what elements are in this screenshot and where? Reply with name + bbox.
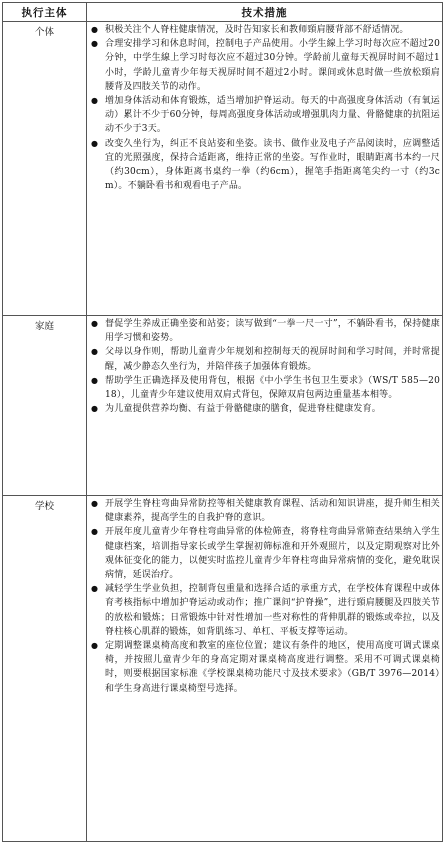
subject-cell: 个体 [3, 22, 87, 316]
list-item: ● 减轻学生学业负担，控制背包重量和选择合适的承重方式，在学校体育课程中或体育考核指标中增加护脊运动或动作；推广课间“护脊操”，进行頸肩腰腿及四肢关节的放松和锻炼；日常锻炼中针对性增加一些对称性的背伸肌群的锻炼或牵拉，以及脊柱核心肌群的锻炼，如背肌练习、单杠、平板支撑等运动。 [91, 584, 440, 637]
bullet-icon: ● [91, 375, 99, 385]
list-item: ● 开展年度儿童青少年脊柱弯曲异常的体检筛查，将脊柱弯曲异常筛查结果纳入学生健康档案，培训指导家长或学生掌握初筛标准和开外观照片，以及定期观察对比外观体征变化的能力，以便实时监控儿童青少年脊柱弯曲异常病情的变化，避免耽误病情，延误治疗。 [91, 527, 440, 581]
bullet-icon: ● [91, 25, 99, 34]
bullet-icon: ● [91, 96, 99, 106]
list-item: ● 定期调整课桌椅高度和教室的座位位置；建议有条件的地区，使用高度可调式课桌椅，并按照儿童青少年的身高定期对课桌椅高度进行调整。采用不可调式课桌椅时，则要根据国家标准《学校课桌椅功能尺寸及技术要求》（GB/T 3976—2014）和学生身高进行课桌椅型号选择。 [91, 641, 440, 694]
bullet-icon: ● [91, 347, 99, 357]
measures-table [2, 2, 443, 842]
bullet-icon: ● [91, 39, 99, 49]
list-item: ● 父母以身作则，帮助儿童青少年规划和控制每天的视屏时间和学习时间，并时常提醒，减少静态久坐行为，并陪伴孩子加强体育锻炼。 [91, 347, 440, 372]
list-item: ● 改变久坐行为，纠正不良站姿和坐姿。读书、做作业及电子产品阅读时，应调整适宜的光照强度，保持合适距离，维持正常的坐姿。写作业时，眼睛距离书本约一尺（约30cm），身体距离书桌约一拳（约6cm），握笔手指距离笔尖约一寸（约3cm）。不躺卧看书和观看电子产品。 [91, 138, 440, 192]
list-item: ● 积极关注个人脊柱健康情况，及时告知家长和教师頸肩腰背部不舒适情况。 [90, 23, 440, 37]
list-item: ● 帮助学生正确选择及使用背包，根据《中小学生书包卫生要求》（WS/T 585—2018），儿童青少年建议使用双肩式背包，保障双肩包两边重量基本相等。 [91, 375, 440, 401]
bullet-icon: ● [91, 641, 99, 651]
bullet-icon: ● [91, 138, 99, 148]
list-item: ● 开展学生脊柱弯曲异常防控等相关健康教育课程、活动和知识讲座，提升师生相关健康素养，提高学生的自我护脊的意识。 [91, 499, 440, 524]
bullet-icon: ● [91, 319, 99, 328]
list-item: ● 督促学生养成正确坐姿和站姿；读写做到“一拳一尺一寸”，不躺卧看书，保持健康用学习惯和姿势。 [91, 319, 440, 344]
list-item: ● 合理安排学习和休息时间，控制电子产品使用。小学生線上学习时每次应不超过20分钟，中学生線上学习时每次应不超过30分钟。学龄前儿童每天视屏时间不超过1小时，学龄儿童青少年每天视屏时间不超过2小时。课间或休息时做一些放松頸肩腰背及四肢关节的动作。 [91, 39, 440, 92]
measures-cell [87, 316, 443, 496]
list-item: ● 增加身体活动和体育锻炼，适当增加护脊运动。每天的中高强度身体活动（有氧运动）累计不少于60分钟，每周高强度身体活动或增强肌肉力量、骨骼健康的抗阻运动不少于3天。 [91, 96, 440, 135]
subject-cell: 家庭 [3, 316, 87, 496]
measures-cell [87, 496, 443, 842]
table-row [3, 22, 443, 316]
bullet-icon: ● [91, 499, 99, 508]
table-row [3, 496, 443, 842]
header-measures: 技术措施 [87, 3, 443, 22]
bullet-icon: ● [91, 404, 99, 414]
bullet-icon: ● [91, 584, 99, 594]
header-row [3, 3, 443, 22]
measures-cell [87, 22, 443, 316]
table-row [3, 316, 443, 496]
bullet-icon: ● [91, 527, 99, 537]
subject-cell: 学校 [3, 496, 87, 842]
list-item: ● 为儿童提供营养均衡、有益于骨骼健康的膳食，促进脊柱健康发育。 [90, 402, 440, 416]
header-subject: 执行主体 [3, 3, 87, 22]
